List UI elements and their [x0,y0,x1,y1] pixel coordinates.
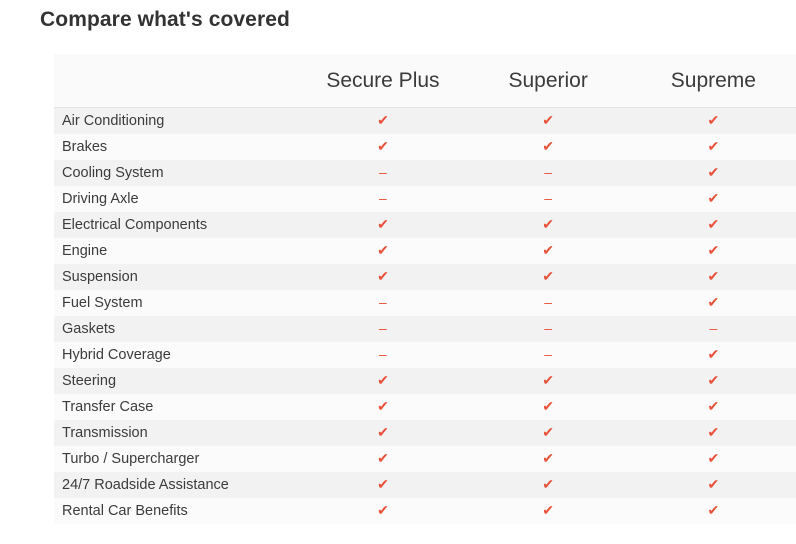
check-icon: ✔ [377,138,389,154]
coverage-cell [300,420,465,446]
check-icon: ✔ [542,424,555,440]
feature-label: Electrical Components [54,212,300,238]
dash-icon: – [379,190,387,206]
dash-icon: – [379,320,387,336]
check-icon: ✔ [707,398,720,414]
feature-label: Suspension [54,264,300,290]
check-icon: ✔ [542,216,555,232]
coverage-cell [300,290,465,316]
feature-label: Transfer Case [54,394,300,420]
feature-label: Steering [54,368,300,394]
table-row [54,472,796,498]
feature-label: Rental Car Benefits [54,498,300,524]
table-header-row [54,54,796,108]
coverage-cell [300,472,465,498]
check-icon: ✔ [377,502,389,518]
check-icon: ✔ [377,268,389,284]
check-icon: ✔ [707,190,720,206]
dash-icon: – [544,346,553,362]
table-row [54,108,796,135]
check-icon: ✔ [707,112,720,128]
check-icon: ✔ [707,424,720,440]
coverage-cell [466,420,631,446]
table-row [54,212,796,238]
feature-label: 24/7 Roadside Assistance [54,472,300,498]
check-icon: ✔ [707,450,720,466]
coverage-cell [466,108,631,135]
table-body [54,108,796,525]
coverage-cell [466,238,631,264]
check-icon: ✔ [377,398,389,414]
check-icon: ✔ [377,450,389,466]
table-row [54,498,796,524]
coverage-cell [631,446,796,472]
check-icon: ✔ [542,372,555,388]
check-icon: ✔ [707,164,720,180]
check-icon: ✔ [377,216,389,232]
feature-label: Hybrid Coverage [54,342,300,368]
coverage-cell [466,160,631,186]
coverage-cell [300,316,465,342]
check-icon: ✔ [542,268,555,284]
check-icon: ✔ [377,372,389,388]
check-icon: ✔ [542,502,555,518]
check-icon: ✔ [377,242,389,258]
check-icon: ✔ [707,216,720,232]
coverage-cell [631,238,796,264]
coverage-cell [631,290,796,316]
dash-icon: – [544,164,553,180]
feature-label: Brakes [54,134,300,160]
feature-label: Fuel System [54,290,300,316]
table-row [54,368,796,394]
coverage-cell [300,108,465,135]
feature-label: Turbo / Supercharger [54,446,300,472]
coverage-cell [631,212,796,238]
check-icon: ✔ [542,242,555,258]
coverage-cell [300,498,465,524]
check-icon: ✔ [707,138,720,154]
coverage-cell [300,212,465,238]
coverage-cell [631,420,796,446]
check-icon: ✔ [707,268,720,284]
check-icon: ✔ [377,424,389,440]
column-header-plan-3: Supreme [631,54,796,108]
coverage-cell [300,134,465,160]
coverage-cell [631,186,796,212]
coverage-cell [631,342,796,368]
coverage-cell [466,290,631,316]
check-icon: ✔ [377,476,389,492]
feature-label: Engine [54,238,300,264]
table-row [54,446,796,472]
coverage-cell [300,238,465,264]
coverage-cell [631,368,796,394]
check-icon: ✔ [542,112,555,128]
check-icon: ✔ [377,112,389,128]
dash-icon: – [709,320,718,336]
coverage-comparison-table [54,54,796,524]
table-row [54,342,796,368]
feature-label: Air Conditioning [54,108,300,135]
column-header-plan-1: Secure Plus [300,54,465,108]
coverage-cell [466,368,631,394]
coverage-cell [466,212,631,238]
table-row [54,394,796,420]
check-icon: ✔ [542,138,555,154]
column-header-feature [54,54,300,108]
dash-icon: – [544,190,553,206]
check-icon: ✔ [542,398,555,414]
dash-icon: – [379,164,387,180]
table-row [54,316,796,342]
coverage-cell [300,186,465,212]
coverage-cell [466,342,631,368]
coverage-cell [631,316,796,342]
feature-label: Gaskets [54,316,300,342]
coverage-cell [631,498,796,524]
coverage-cell [300,368,465,394]
coverage-cell [466,472,631,498]
table-row [54,290,796,316]
table-row [54,264,796,290]
coverage-cell [300,446,465,472]
check-icon: ✔ [707,242,720,258]
coverage-cell [300,160,465,186]
coverage-cell [466,264,631,290]
coverage-cell [631,472,796,498]
dash-icon: – [544,294,553,310]
comparison-table-container [54,54,796,524]
table-row [54,134,796,160]
coverage-cell [631,264,796,290]
table-row [54,238,796,264]
coverage-cell [631,394,796,420]
dash-icon: – [544,320,553,336]
check-icon: ✔ [707,346,720,362]
check-icon: ✔ [707,372,720,388]
coverage-cell [466,394,631,420]
feature-label: Transmission [54,420,300,446]
page-title: Compare what's covered [40,8,290,31]
coverage-cell [466,134,631,160]
feature-label: Driving Axle [54,186,300,212]
coverage-cell [300,394,465,420]
coverage-cell [466,316,631,342]
dash-icon: – [379,346,387,362]
check-icon: ✔ [542,450,555,466]
check-icon: ✔ [707,476,720,492]
table-row [54,160,796,186]
feature-label: Cooling System [54,160,300,186]
coverage-cell [466,186,631,212]
check-icon: ✔ [707,502,720,518]
coverage-cell [631,108,796,135]
check-icon: ✔ [542,476,555,492]
table-row [54,420,796,446]
coverage-cell [466,446,631,472]
coverage-cell [466,498,631,524]
table-header [54,54,796,108]
dash-icon: – [379,294,387,310]
coverage-cell [300,264,465,290]
coverage-cell [631,134,796,160]
table-row [54,186,796,212]
check-icon: ✔ [707,294,720,310]
coverage-cell [631,160,796,186]
coverage-cell [300,342,465,368]
column-header-plan-2: Superior [466,54,631,108]
